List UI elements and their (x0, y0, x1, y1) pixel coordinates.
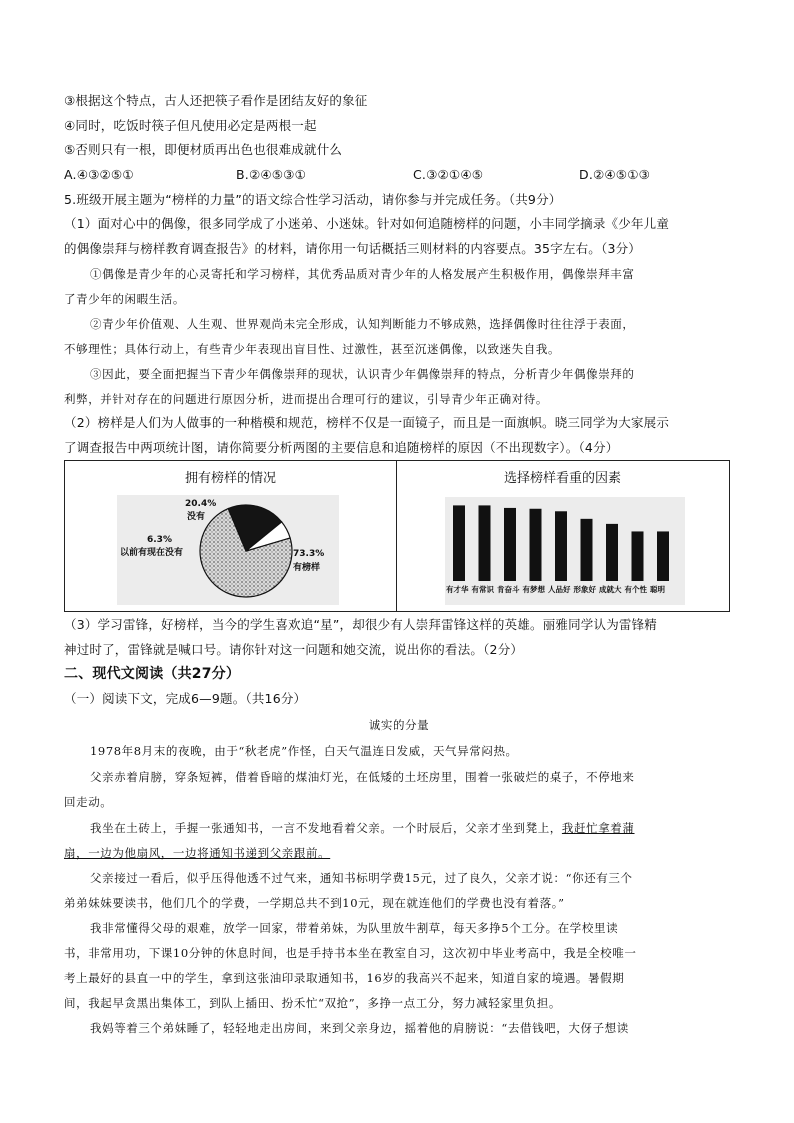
pie-label-have-pct: 73.3% (293, 549, 325, 559)
bar-5 (555, 511, 567, 581)
bar-chart-title: 选择榜样看重的因素 (503, 471, 621, 486)
q5-part1: （1）面对心中的偶像，很多同学成了小迷弟、小迷妹。针对如何追随榜样的问题，小丰同学摘录《少年儿童 (64, 216, 670, 231)
story-paragraph: 考上最好的县直一中的学生，拿到这张油印录取通知书，16岁的我高兴不起来，知道自家的境遇。暑假期 (64, 971, 625, 985)
bar-3 (504, 508, 516, 581)
bar-category-label: 肯奋斗 (497, 585, 520, 594)
bar-1 (453, 505, 465, 581)
bar-7 (606, 524, 618, 581)
pie-label-have: 有榜样 (293, 563, 321, 573)
story-title: 诚实的分量 (368, 718, 430, 732)
story-paragraph: 1978年8月末的夜晚，由于“秋老虎”作怪，白天气温连日发威，天气异常闷热。 (90, 744, 518, 758)
bar-2 (479, 505, 491, 581)
choice-d: D.②④⑤①③ (579, 167, 651, 182)
pie-label-former-pct: 6.3% (147, 535, 172, 545)
story-paragraph: 父亲接过一看后，似乎压得他透不过气来，通知书标明学费15元，过了良久，父亲才说：“你还有三个 (90, 871, 633, 885)
question-5-stem: 5.班级开展主题为“榜样的力量”的语文综合性学习活动，请你参与并完成任务。（共9分） (64, 192, 562, 207)
pie-chart-title: 拥有榜样的情况 (184, 471, 276, 486)
material-1: ①偶像是青少年的心灵寄托和学习榜样，其优秀品质对青少年的人格发展产生积极作用，偶像崇拜丰富 (90, 267, 635, 281)
q5-part2: 了调查报告中两项统计图，请你简要分析两图的主要信息和追随榜样的原因（不出现数字）。（4分） (64, 440, 619, 455)
option-line: ④同时，吃饭时筷子但凡使用必定是两根一起 (64, 118, 317, 133)
story-paragraph: 弟弟妹妹要读书，他们几个的学费，一学期总共不到10元，现在就连他们的学费也没有着落。” (64, 896, 565, 910)
pie-label-none: 没有 (187, 512, 206, 522)
bar-category-label: 形象好 (573, 585, 596, 594)
pie-label-former: 以前有现在没有 (120, 548, 184, 558)
bar-category-label: 有梦想 (522, 585, 545, 594)
bar-6 (581, 519, 593, 581)
story-paragraph: 间，我起早贪黑出集体工，到队上插田、扮禾忙“双抢”，多挣一点工分，努力减轻家里负担。 (64, 996, 561, 1010)
section-heading: 二、现代文阅读（共27分） (64, 666, 241, 682)
story-paragraph: 书，非常用功，下课10分钟的休息时间，也是手持书本坐在教室自习，这次初中毕业考高中，我是全校唯一 (64, 946, 637, 960)
material-2: 不够理性；具体行动上，有些青少年表现出盲目性、过激性，甚至沉迷偶像，以致迷失自我。 (64, 342, 561, 356)
option-line: ⑤否则只有一根，即便材质再出色也很难成就什么 (64, 142, 343, 157)
material-3: ③因此，要全面把握当下青少年偶像崇拜的现状，认识青少年偶像崇拜的特点，分析青少年偶像崇拜的 (90, 367, 635, 381)
bar-category-label: 成就大 (599, 585, 622, 594)
story-paragraph: 回走动。 (64, 795, 113, 809)
section-subheading: （一）阅读下文，完成6—9题。（共16分） (64, 691, 307, 706)
underlined-sentence: 扇，一边为他扇风，一边将通知书递到父亲跟前。 (64, 846, 331, 860)
bar-category-label: 人品好 (548, 585, 571, 594)
q5-part2: （2）榜样是人们为人做事的一种楷模和规范，榜样不仅是一面镜子，而且是一面旗帜。晓三同学为大家展示 (64, 415, 670, 430)
story-text: 我坐在土砖上，手握一张通知书，一言不发地看着父亲。一个时辰后，父亲才坐到凳上， (90, 821, 562, 835)
statistics-figure (64, 460, 730, 612)
underlined-sentence: 我赶忙拿着蒲 (561, 821, 635, 835)
story-paragraph (90, 820, 734, 836)
material-2: ②青少年价值观、人生观、世界观尚未完全形成，认知判断能力不够成熟，选择偶像时往往浮于表面， (90, 317, 635, 331)
choice-a: A.④③②⑤① (64, 167, 134, 182)
q5-part1: 的偶像崇拜与榜样教育调查报告》的材料，请你用一句话概括三则材料的内容要点。35字左右。（3分） (64, 241, 642, 256)
pie-label-none-pct: 20.4% (185, 499, 217, 509)
bar-category-label: 聪明 (650, 585, 665, 594)
q5-part3: 神过时了，雷锋就是喊口号。请你针对这一问题和她交流，说出你的看法。（2分） (64, 642, 524, 657)
story-paragraph (64, 845, 734, 861)
bar-category-label: 有个性 (624, 585, 647, 594)
bar-9 (657, 531, 669, 581)
option-line: ③根据这个特点，古人还把筷子看作是团结友好的象征 (64, 93, 368, 108)
story-paragraph: 我非常懂得父母的艰难，放学一回家，带着弟妹，为队里放牛割草，每天多挣5个工分。在学校里读 (90, 921, 619, 935)
bar-4 (530, 509, 542, 581)
q5-part3: （3）学习雷锋，好榜样，当今的学生喜欢追“星”，却很少有人崇拜雷锋这样的英雄。丽雅同学认为雷锋精 (64, 617, 658, 632)
story-paragraph: 父亲赤着肩膀，穿条短裤，借着昏暗的煤油灯光，在低矮的土坯房里，围着一张破烂的桌子，不停地来 (90, 770, 635, 784)
bar-category-label: 有常识 (471, 585, 494, 594)
material-1: 了青少年的闲暇生活。 (64, 292, 185, 306)
material-3: 利弊，并针对存在的问题进行原因分析，进而提出合理可行的建议，引导青少年正确对待。 (64, 392, 548, 406)
choice-c: C.③②①④⑤ (413, 167, 484, 182)
bar-8 (632, 531, 644, 581)
bar-category-label: 有才华 (446, 585, 469, 594)
story-paragraph: 我妈等着三个弟妹睡了，轻轻地走出房间，来到父亲身边，摇着他的肩膀说：“去借钱吧，大伢子想读 (90, 1021, 629, 1035)
choice-b: B.②④⑤③① (236, 167, 306, 182)
